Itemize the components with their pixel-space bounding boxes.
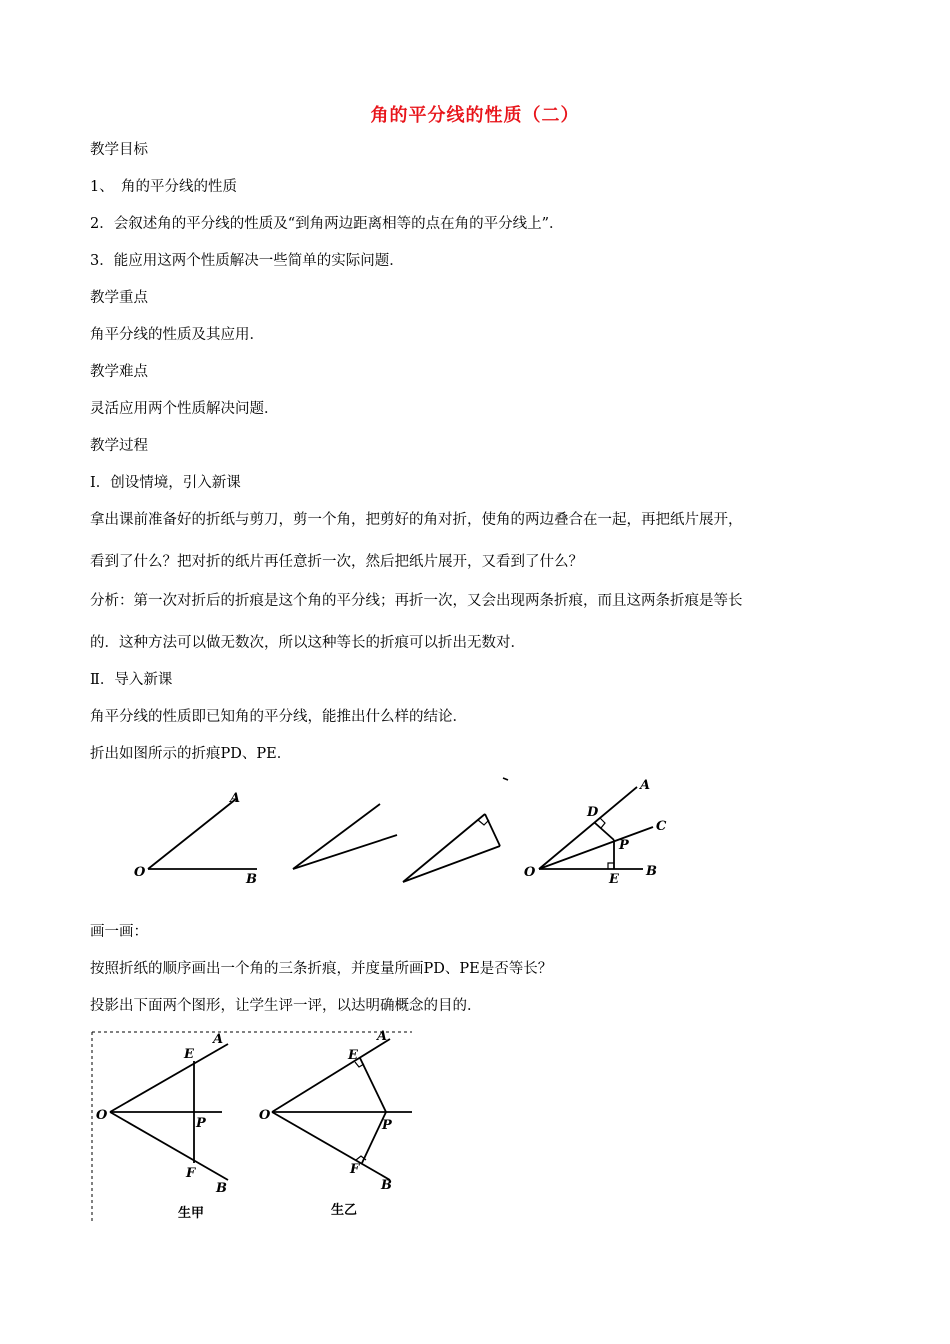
objective-2: 2．会叙述角的平分线的性质及“到角两边距离相等的点在角的平分线上”． xyxy=(90,216,564,232)
paragraph-line: 折出如图所示的折痕PD、PE． xyxy=(90,746,292,762)
segment-pe xyxy=(360,1058,386,1112)
label-p: P xyxy=(619,838,629,853)
draw-instruction: 按照折纸的顺序画出一个角的三条折痕，并度量所画PD、PE是否等长？ xyxy=(90,961,553,977)
label-d: D xyxy=(587,805,599,820)
folded-ray-lower xyxy=(293,835,397,869)
objective-1: 1、 角的平分线的性质 xyxy=(90,179,237,195)
projection-instruction: 投影出下面两个图形，让学生评一评，以达明确概念的目的． xyxy=(90,998,482,1014)
caption-student-jia: 生甲 xyxy=(178,1206,205,1221)
paragraph-line: 拿出课前准备好的折纸与剪刀，剪一个角，把剪好的角对折，使角的两边叠合在一起，再把纸片展开， xyxy=(90,512,743,528)
label-a: A xyxy=(230,791,241,806)
heading-difficulty: 教学难点 xyxy=(90,364,148,380)
ray-ob xyxy=(272,1112,390,1180)
segment-pd xyxy=(595,823,614,840)
label-p: P xyxy=(382,1118,392,1133)
label-c: C xyxy=(656,819,667,834)
paragraph-line: 角平分线的性质即已知角的平分线，能推出什么样的结论． xyxy=(90,709,467,725)
ray-ob xyxy=(110,1112,228,1180)
key-point-text: 角平分线的性质及其应用． xyxy=(90,327,264,343)
label-o: O xyxy=(96,1108,108,1123)
label-e: E xyxy=(348,1048,358,1063)
label-b: B xyxy=(216,1181,227,1196)
label-p: P xyxy=(196,1116,206,1131)
folding-figure xyxy=(0,770,950,890)
heading-process: 教学过程 xyxy=(90,438,148,454)
difficulty-text: 灵活应用两个性质解决问题． xyxy=(90,401,279,417)
ray-oa xyxy=(272,1039,390,1112)
label-o: O xyxy=(134,865,146,880)
objective-3: 3．能应用这两个性质解决一些简单的实际问题． xyxy=(90,253,404,269)
fold-crease xyxy=(485,814,500,846)
right-angle-mark xyxy=(600,818,605,828)
label-o: O xyxy=(524,865,536,880)
ray-oa xyxy=(148,799,236,869)
heading-draw: 画一画： xyxy=(90,924,148,940)
label-b: B xyxy=(646,864,657,879)
student-drawings-figure xyxy=(0,1025,950,1225)
folded-ray-upper xyxy=(293,804,380,869)
label-a: A xyxy=(640,778,651,793)
label-f: F xyxy=(350,1162,360,1177)
label-f: F xyxy=(186,1166,196,1181)
analysis-line: 的．这种方法可以做无数次，所以这种等长的折痕可以折出无数对． xyxy=(90,635,525,651)
section-2-heading: Ⅱ．导入新课 xyxy=(90,672,173,688)
label-b: B xyxy=(381,1178,392,1193)
label-e: E xyxy=(184,1047,194,1062)
section-1-heading: Ⅰ．创设情境，引入新课 xyxy=(90,475,241,491)
folded-edge xyxy=(403,846,500,882)
label-a: A xyxy=(213,1032,224,1047)
ray-oc xyxy=(539,827,653,869)
heading-key-point: 教学重点 xyxy=(90,290,148,306)
label-e: E xyxy=(609,872,619,887)
document-title: 角的平分线的性质（二） xyxy=(370,105,580,126)
label-a: A xyxy=(377,1029,388,1044)
caption-student-yi: 生乙 xyxy=(331,1203,358,1218)
label-b: B xyxy=(246,872,257,887)
folded-edge xyxy=(403,814,485,882)
paragraph-line: 看到了什么？把对折的纸片再任意折一次，然后把纸片展开，又看到了什么？ xyxy=(90,554,583,570)
analysis-line: 分析：第一次对折后的折痕是这个角的平分线；再折一次，又会出现两条折痕，而且这两条折痕是等长 xyxy=(90,593,743,609)
ray-oa xyxy=(110,1044,228,1112)
label-o: O xyxy=(259,1108,271,1123)
cropped-mark xyxy=(503,778,508,780)
heading-objectives: 教学目标 xyxy=(90,142,148,158)
ray-oa xyxy=(539,787,637,869)
